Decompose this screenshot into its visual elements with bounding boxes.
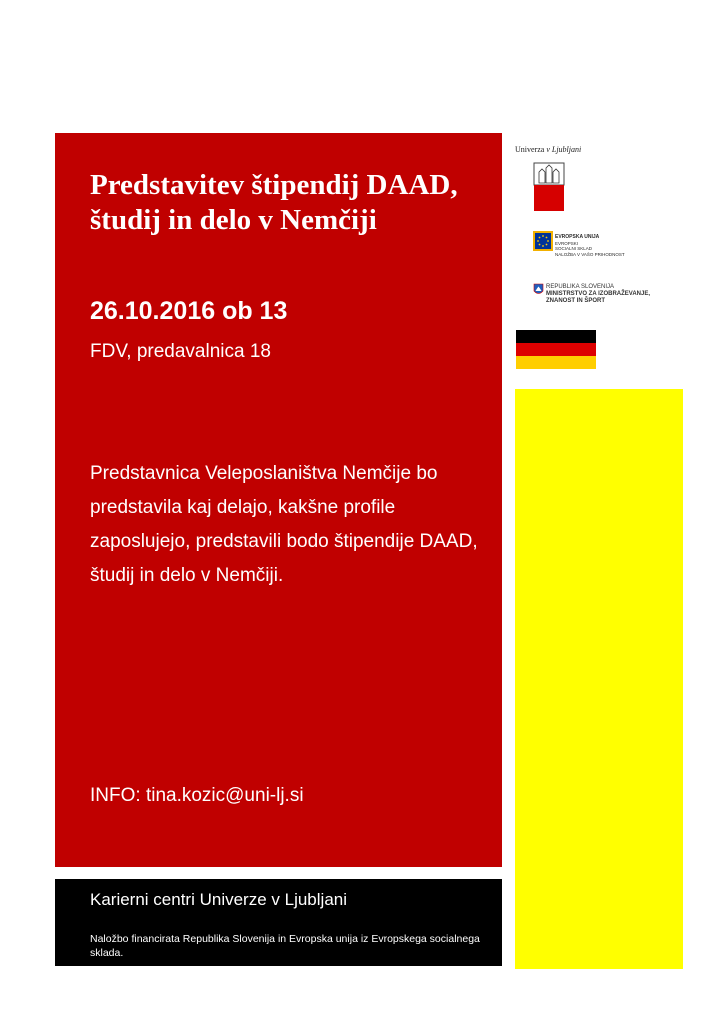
ministry-line-1: REPUBLIKA SLOVENIJA (546, 284, 615, 290)
event-date: 26.10.2016 ob 13 (90, 297, 288, 325)
university-logo-icon (533, 162, 565, 212)
university-name (515, 145, 581, 154)
slovenia-coat-of-arms-icon (533, 283, 544, 296)
ministry-line-3: ZNANOST IN ŠPORT (546, 298, 606, 304)
eu-flag-icon (533, 231, 553, 251)
ministry-line-2: MINISTRSTVO ZA IZOBRAŽEVANJE, (546, 291, 651, 297)
flag-stripe-gold (516, 356, 596, 369)
eu-line-3: SOCIALNI SKLAD (555, 246, 593, 251)
eu-line-4: NALOŽBA V VAŠO PRIHODNOST (555, 251, 625, 257)
contact-info: INFO: tina.kozic@uni-lj.si (90, 785, 304, 806)
eu-fund-text (555, 235, 625, 257)
flag-stripe-red (516, 343, 596, 356)
funding-note: Naložbo financirata Republika Slovenija in Evropska unija iz Evropskega socialnega sklada. (90, 933, 480, 959)
event-description: Predstavnica Veleposlaništva Nemčije bo predstavila kaj delajo, kakšne profile zaposlujejo, predstavili bodo štipendije DAAD, študij in delo v Nemčiji. (90, 463, 478, 586)
german-flag-icon (516, 330, 596, 369)
eu-line-1: EVROPSKA UNIJA (555, 234, 600, 240)
university-name-suffix: v Ljubljani (546, 145, 582, 154)
ministry-text (546, 284, 650, 305)
eu-line-2: EVROPSKI (555, 240, 579, 246)
event-venue: FDV, predavalnica 18 (90, 341, 271, 362)
university-name-prefix: Univerza (515, 145, 545, 154)
yellow-decor-panel (515, 389, 683, 969)
footer-title: Karierni centri Univerze v Ljubljani (90, 890, 348, 909)
flag-stripe-black (516, 330, 596, 343)
event-title: Predstavitev štipendij DAAD, študij in delo v Nemčiji (90, 169, 458, 236)
